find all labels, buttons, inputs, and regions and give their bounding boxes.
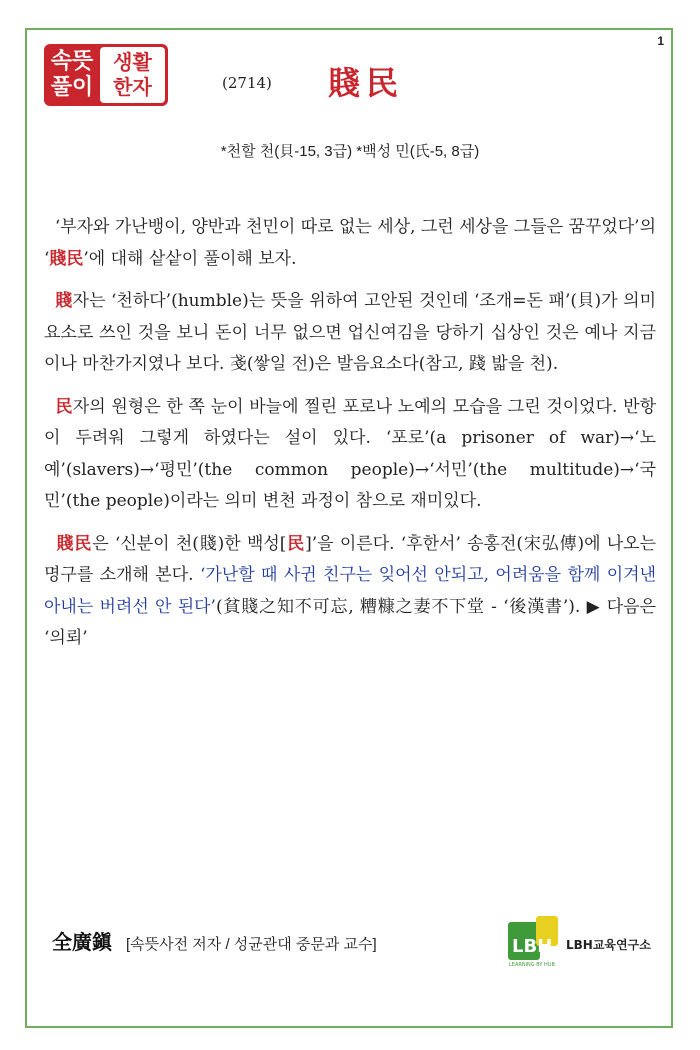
author-name: 全廣鎭 <box>52 930 112 954</box>
character-info: *천할 천(貝-15, 3급) *백성 민(氏-5, 8급) <box>220 143 480 160</box>
text-segment: ‘부자와 가난뱅이, 양반과 천민이 따로 없는 세상, 그런 세상을 그들은 꿈꾸었다’의 ‘ <box>44 217 656 269</box>
text-segment: (貧賤之知不可忘, 糟糠之妻不下堂 - ‘後漢書’). ▶ 다음은 ‘의뢰’ <box>44 596 657 648</box>
paragraph-3 <box>44 392 656 518</box>
highlight-hanja: 賤民 <box>56 533 93 554</box>
paragraph-2 <box>44 286 656 381</box>
paragraph-1 <box>44 212 656 275</box>
author-line <box>52 926 377 955</box>
highlight-hanja: 賤 <box>55 291 73 311</box>
institute-name: LBH교육연구소 <box>566 938 651 952</box>
text-segment <box>44 534 57 554</box>
highlight-hanja: 民 <box>55 396 73 417</box>
lbh-logo-text: LBH <box>512 936 553 957</box>
author-role: [속뜻사전 저자 / 성균관대 중문과 교수] <box>126 936 377 953</box>
lbh-logo-subtext: LEARNING BY HUB <box>509 962 555 968</box>
text-segment: 자의 원형은 한 쪽 눈이 바늘에 찔린 포로나 노예의 모습을 그린 것이었다. 반항이 두려워 그렇게 하였다는 설이 있다. ‘포로’(a prisoner of war)→‘노예’(slavers)→‘평민’(the common people)→‘서민’(the multitude)→‘국민’(the people)이라는 의미 변천 과정이 참으로 재미있다. <box>44 396 657 511</box>
doc-number: (2714) <box>222 74 272 92</box>
text-segment <box>44 397 55 417</box>
logo-left-block <box>44 44 100 106</box>
lbh-logo-icon <box>508 916 562 968</box>
text-segment: ]’을 이른다. ‘후한서’ 송홍전(宋弘傳)에 나오는 명구를 소개해 본다. <box>44 533 657 585</box>
text-segment: ’에 대해 샅샅이 풀이해 보자. <box>83 248 297 269</box>
logo-left-line-2: 풀이 <box>50 75 94 100</box>
series-logo <box>44 44 168 106</box>
text-segment <box>44 291 55 311</box>
logo-right-line-2: 한자 <box>113 75 152 99</box>
page-title: 賤民 <box>328 64 405 102</box>
page-number: 1 <box>657 34 664 48</box>
logo-left-line-1: 속뜻 <box>50 49 94 74</box>
paragraph-4 <box>44 529 656 655</box>
text-segment: 자는 ‘천하다’(humble)는 뜻을 위하여 고안된 것인데 ‘조개=돈 패’(貝)가 의미요소로 쓰인 것을 보니 돈이 너무 없으면 업신여김을 당하기 십상인 것은 예나 지금이나 마찬가지였나 보다. 戔(쌓일 전)은 발음요소다(참고, 踐 밟을 천). <box>44 291 656 374</box>
highlight-hanja: 賤民 <box>49 248 84 269</box>
article-body <box>44 212 656 666</box>
logo-right-line-1: 생활 <box>113 50 152 74</box>
quote-text: ‘가난할 때 사귄 친구는 잊어선 안되고, 어려움을 함께 이겨낸 아내는 버려선 안 된다’ <box>44 565 656 617</box>
text-segment: 은 ‘신분이 천(賤)한 백성[ <box>92 533 287 554</box>
highlight-hanja: 民 <box>286 533 306 554</box>
logo-right-block <box>100 47 165 103</box>
